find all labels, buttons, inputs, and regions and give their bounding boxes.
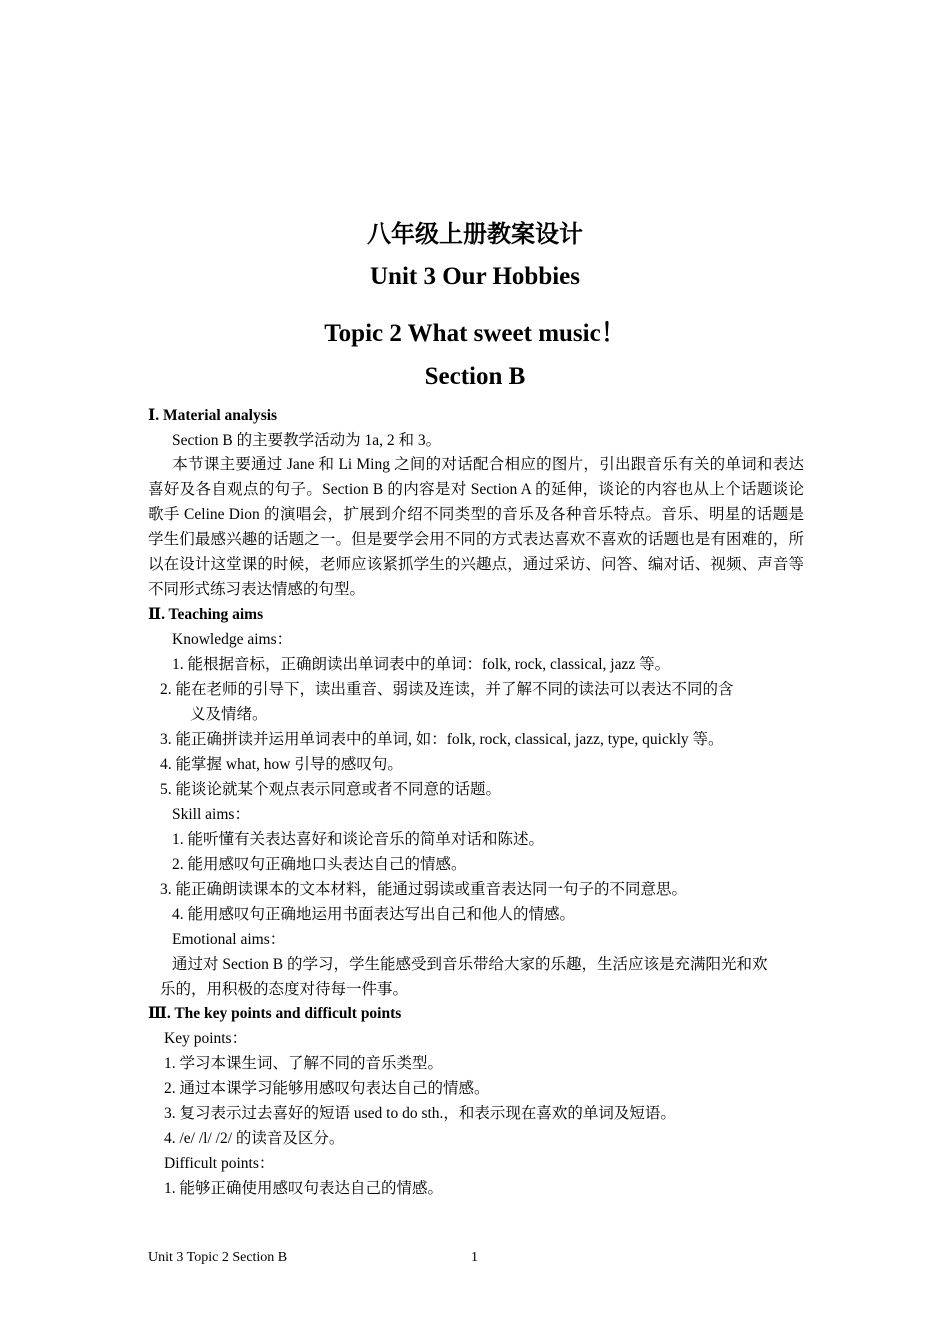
knowledge-aim-1: 1. 能根据音标，正确朗读出单词表中的单词：folk, rock, classical, jazz 等。 — [172, 656, 671, 673]
footer-label: Unit 3 Topic 2 Section B — [148, 1250, 288, 1265]
material-analysis-heading: Ⅰ. Material analysis — [148, 407, 278, 424]
knowledge-aim-2-cont: 义及情绪。 — [190, 706, 268, 723]
page-number: 1 — [471, 1250, 478, 1265]
material-analysis-text: 本节课主要通过 Jane 和 Li Ming 之间的对话配合相应的图片，引出跟音乐有关的单词和表达喜好及各自观点的句子。Section B 的内容是对 Section A 的延伸，谈论的内容也从上个话题谈论歌手 Celine Dion 的演唱会，扩展到介绍不同类型的音乐及各种音乐特点。音乐、明星的话题是学生们最感兴趣的话题之一。但是要学会用不同的方式表达喜欢不喜欢的话题也是有困难的，所以在设计这堂课的时候，老师应该紧抓学生的兴趣点，通过采访、问答、编对话、视频、声音等不同形式练习表达情感的句型。 — [148, 456, 804, 598]
emotional-aim-1-cont: 乐的，用积极的态度对待每一件事。 — [160, 981, 409, 998]
skill-aim-1: 1. 能听懂有关表达喜好和谈论音乐的简单对话和陈述。 — [172, 831, 545, 848]
topic-title: Topic 2 What sweet music！ — [324, 320, 626, 347]
key-points-heading: Ⅲ. The key points and difficult points — [148, 1005, 402, 1022]
key-point-3: 3. 复习表示过去喜好的短语 used to do sth.，和表示现在喜欢的单词及短语。 — [164, 1105, 676, 1122]
material-analysis-paragraph — [148, 453, 804, 602]
key-point-4: 4. /e/ /l/ /2/ 的读音及区分。 — [164, 1130, 345, 1147]
key-point-2: 2. 通过本课学习能够用感叹句表达自己的情感。 — [164, 1080, 490, 1097]
skill-aims-label: Skill aims： — [172, 806, 250, 823]
skill-aim-3: 3. 能正确朗读课本的文本材料，能通过弱读或重音表达同一句子的不同意思。 — [160, 881, 688, 898]
knowledge-aim-3: 3. 能正确拼读并运用单词表中的单词, 如：folk, rock, classical, jazz, type, quickly 等。 — [160, 731, 724, 748]
knowledge-aim-5: 5. 能谈论就某个观点表示同意或者不同意的话题。 — [160, 781, 502, 798]
difficult-points-label: Difficult points： — [164, 1155, 275, 1172]
unit-title: Unit 3 Our Hobbies — [370, 263, 580, 290]
skill-aim-2: 2. 能用感叹句正确地口头表达自己的情感。 — [172, 856, 467, 873]
difficult-point-1: 1. 能够正确使用感叹句表达自己的情感。 — [164, 1180, 444, 1197]
key-point-1: 1. 学习本课生词、了解不同的音乐类型。 — [164, 1055, 444, 1072]
material-analysis-line1: Section B 的主要教学活动为 1a, 2 和 3。 — [172, 432, 442, 449]
knowledge-aim-2: 2. 能在老师的引导下，读出重音、弱读及连读，并了解不同的读法可以表达不同的含 — [160, 681, 734, 698]
skill-aim-4: 4. 能用感叹句正确地运用书面表达写出自己和他人的情感。 — [172, 906, 576, 923]
document-title-cn: 八年级上册教案设计 — [367, 220, 583, 248]
teaching-aims-heading: Ⅱ. Teaching aims — [148, 606, 264, 623]
section-title: Section B — [424, 363, 526, 390]
key-points-label: Key points： — [164, 1030, 248, 1047]
knowledge-aims-label: Knowledge aims： — [172, 631, 293, 648]
emotional-aims-label: Emotional aims： — [172, 931, 286, 948]
emotional-aim-1: 通过对 Section B 的学习，学生能感受到音乐带给大家的乐趣，生活应该是充满阳光和欢 — [172, 956, 768, 973]
knowledge-aim-4: 4. 能掌握 what, how 引导的感叹句。 — [160, 756, 403, 773]
